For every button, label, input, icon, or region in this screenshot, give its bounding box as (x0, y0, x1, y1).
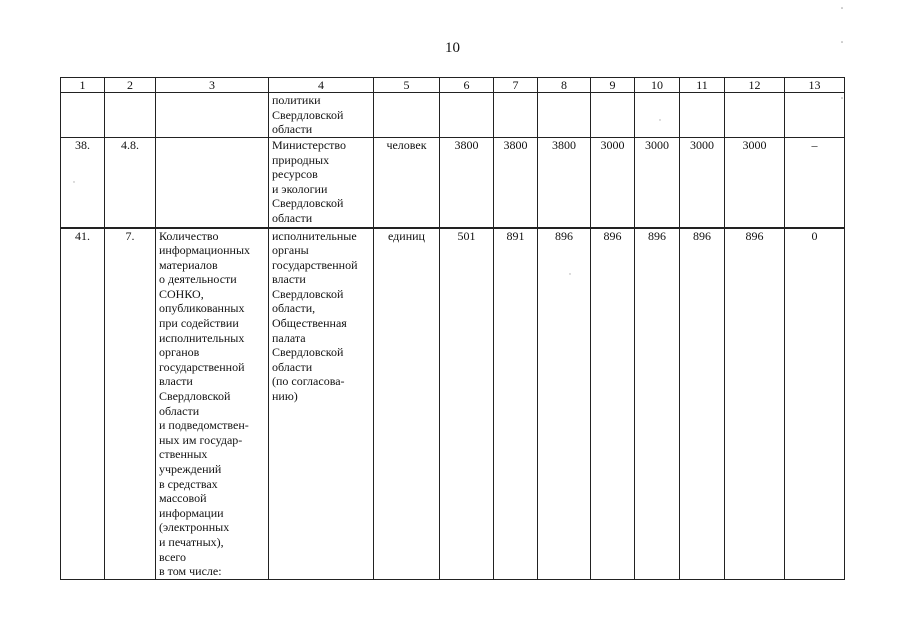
column-header: 4 (269, 78, 374, 93)
column-header: 10 (635, 78, 680, 93)
value-cell: 3000 (680, 138, 725, 228)
column-header: 8 (538, 78, 591, 93)
table-row (61, 93, 845, 138)
value-cell: 896 (680, 228, 725, 580)
value-cell (591, 93, 635, 138)
row-number-cell: 38. (61, 138, 105, 228)
value-cell: 3000 (635, 138, 680, 228)
value-cell (725, 93, 785, 138)
value-cell: 3800 (494, 138, 538, 228)
column-header: 6 (440, 78, 494, 93)
column-header: 12 (725, 78, 785, 93)
indicator-name-cell: Количество информационных материалов о деятельности СОНКО, опубликованных при содействии исполнительных органов государственной власти Свердловской области и подведомствен- ных им государ- ственных учреждений в средствах массовой информации (электронных и печатных), всего в том числе: (156, 228, 269, 580)
executor-cell: Министерство природных ресурсов и экологии Свердловской области (269, 138, 374, 228)
item-number-cell (105, 93, 156, 138)
value-cell: 896 (725, 228, 785, 580)
table-row (61, 138, 845, 228)
unit-cell: единиц (374, 228, 440, 580)
column-header: 1 (61, 78, 105, 93)
data-table (60, 77, 845, 580)
row-number-cell (61, 93, 105, 138)
column-header: 5 (374, 78, 440, 93)
value-cell (538, 93, 591, 138)
executor-cell: политики Свердловской области (269, 93, 374, 138)
value-cell (440, 93, 494, 138)
value-cell: 896 (635, 228, 680, 580)
value-cell: 0 (785, 228, 845, 580)
value-cell: 3000 (725, 138, 785, 228)
scan-speck (841, 7, 843, 9)
value-cell: 891 (494, 228, 538, 580)
column-header: 11 (680, 78, 725, 93)
table-header-row (61, 78, 845, 93)
unit-cell: человек (374, 138, 440, 228)
value-cell (494, 93, 538, 138)
value-cell: 3000 (591, 138, 635, 228)
value-cell: 896 (538, 228, 591, 580)
page-number: 10 (445, 40, 460, 56)
value-cell (635, 93, 680, 138)
column-header: 9 (591, 78, 635, 93)
value-cell: 3800 (440, 138, 494, 228)
indicator-name-cell (156, 93, 269, 138)
column-header: 13 (785, 78, 845, 93)
item-number-cell: 4.8. (105, 138, 156, 228)
value-cell: – (785, 138, 845, 228)
item-number-cell: 7. (105, 228, 156, 580)
column-header: 3 (156, 78, 269, 93)
row-number-cell: 41. (61, 228, 105, 580)
unit-cell (374, 93, 440, 138)
value-cell: 501 (440, 228, 494, 580)
value-cell (680, 93, 725, 138)
value-cell: 896 (591, 228, 635, 580)
table-row (61, 228, 845, 580)
column-header: 2 (105, 78, 156, 93)
indicator-name-cell (156, 138, 269, 228)
value-cell (785, 93, 845, 138)
column-header: 7 (494, 78, 538, 93)
value-cell: 3800 (538, 138, 591, 228)
executor-cell: исполнительные органы государственной власти Свердловской области, Общественная палата Свердловской области (по согласова- нию) (269, 228, 374, 580)
